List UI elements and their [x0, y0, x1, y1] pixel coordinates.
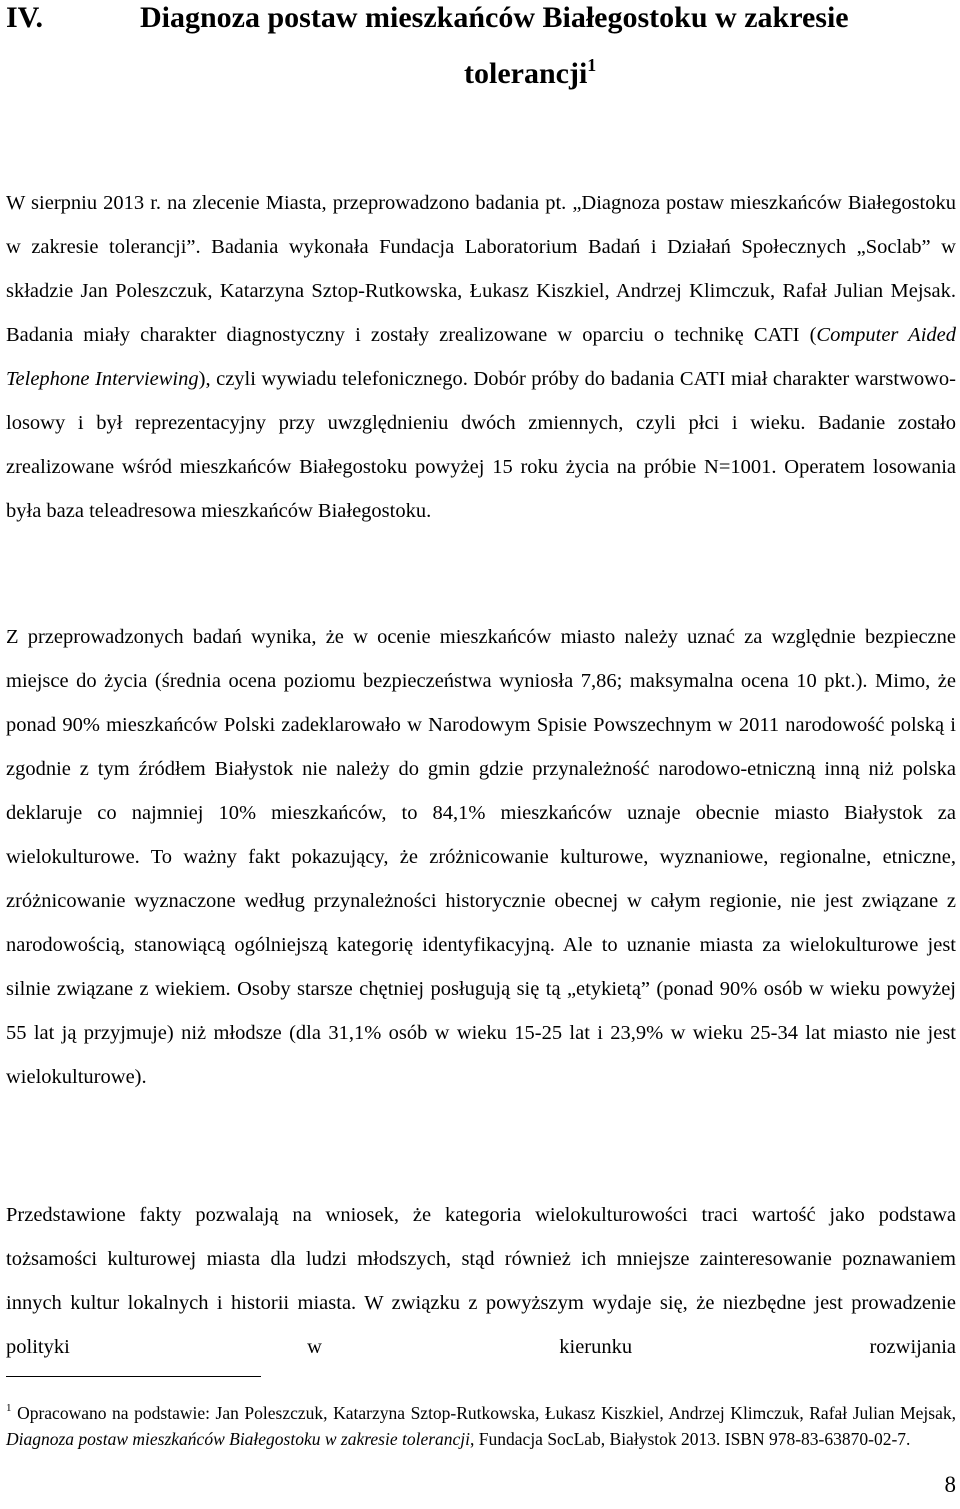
paragraph-1-text-a: W sierpniu 2013 r. na zlecenie Miasta, przeprowadzono badania pt. „Diagnoza postaw mieszkańców Białegostoku w zakresie tolerancji”. Badania wykonała Fundacja Laboratorium Badań i Działań Społecznych „Soclab” w składzie Jan Poleszczuk, Katarzyna Sztop-Rutkowska, Łukasz Kiszkiel, Andrzej Klimczuk, Rafał Julian Mejsak. Badania miały charakter diagnostyczny i zostały zrealizowane w oparciu o technikę CATI (	[6, 191, 956, 346]
footnote-italic-title: Diagnoza postaw mieszkańców Białegostoku w zakresie tolerancji	[6, 1428, 471, 1449]
footnote-marker: 1	[6, 1401, 12, 1414]
section-number: IV.	[6, 1, 43, 34]
paragraph-1-italic-term: Computer Aided Telephone Interviewing	[6, 323, 956, 390]
footnote-separator	[6, 1376, 261, 1377]
paragraph-conclusions: Przedstawione fakty pozwalają na wniosek, że kategoria wielokulturowości traci wartość jako podstawa tożsamości kulturowej miasta dla ludzi młodszych, stąd również ich mniejsze zainteresowanie poznawaniem innych kultur lokalnych i historii miasta. W związku z powyższym wydaje się, że niezbędne jest prowadzenie polityki w kierunku rozwijania	[6, 1203, 956, 1358]
heading-footnote-reference[interactable]: 1	[587, 55, 597, 75]
footnote-text-a: Opracowano na podstawie: Jan Poleszczuk, Katarzyna Sztop-Rutkowska, Łukasz Kiszkiel, Andrzej Klimczuk, Rafał Julian Mejsak,	[11, 1402, 956, 1423]
paragraph-study-description	[6, 181, 956, 533]
heading-line-2	[464, 56, 596, 92]
paragraph-study-findings: Z przeprowadzonych badań wynika, że w ocenie mieszkańców miasto należy uznać za względnie bezpieczne miejsce do życia (średnia ocena poziomu bezpieczeństwa wyniosła 7,86; maksymalna ocena 10 pkt.). Mimo, że ponad 90% mieszkańców Polski zadeklarowało w Narodowym Spisie Powszechnym w 2011 narodowość polską i zgodnie z tym źródłem Białystok nie należy do gmin gdzie przynależność narodowo-etniczną inną niż polska deklaruje co najmniej 10% mieszkańców, to 84,1% mieszkańców uznaje obecnie miasto Białystok za wielokulturowe. To ważny fakt pokazujący, że zróżnicowanie kulturowe, wyznaniowe, regionalne, etniczne, zróżnicowanie wyznaczone według przynależności historycznie obecnej w całym regionie, nie jest związane z narodowością, stanowiącą ogólniejszą kategorię identyfikacyjną. Ale to uznanie miasta za wielokulturowe jest silnie związane z wiekiem. Osoby starsze chętniej posługują się tą „etykietą” (ponad 90% osób w wieku powyżej 55 lat ją przyjmuje) niż młodsze (dla 31,1% osób w wieku 15-25 lat i 23,9% w wieku 25-34 lat miasto nie jest wielokulturowe).	[6, 625, 956, 1088]
heading-title-part-1: Diagnoza postaw mieszkańców Białegostoku w zakresie	[140, 1, 849, 34]
page-number: 8	[944, 1472, 956, 1497]
paragraph-1-text-b: ), czyli wywiadu telefonicznego. Dobór próby do badania CATI miał charakter warstwowo-losowy i był reprezentacyjny przy uwzględnieniu dwóch zmiennych, czyli płci i wieku. Badanie zostało zrealizowane wśród mieszkańców Białegostoku powyżej 15 roku życia na próbie N=1001. Operatem losowania była baza teleadresowa mieszkańców Białegostoku.	[6, 367, 957, 522]
heading-title-part-2: tolerancji	[464, 57, 588, 90]
footnote	[6, 1400, 956, 1452]
footnote-text-b: , Fundacja SocLab, Białystok 2013. ISBN 978-83-63870-02-7.	[470, 1428, 911, 1449]
